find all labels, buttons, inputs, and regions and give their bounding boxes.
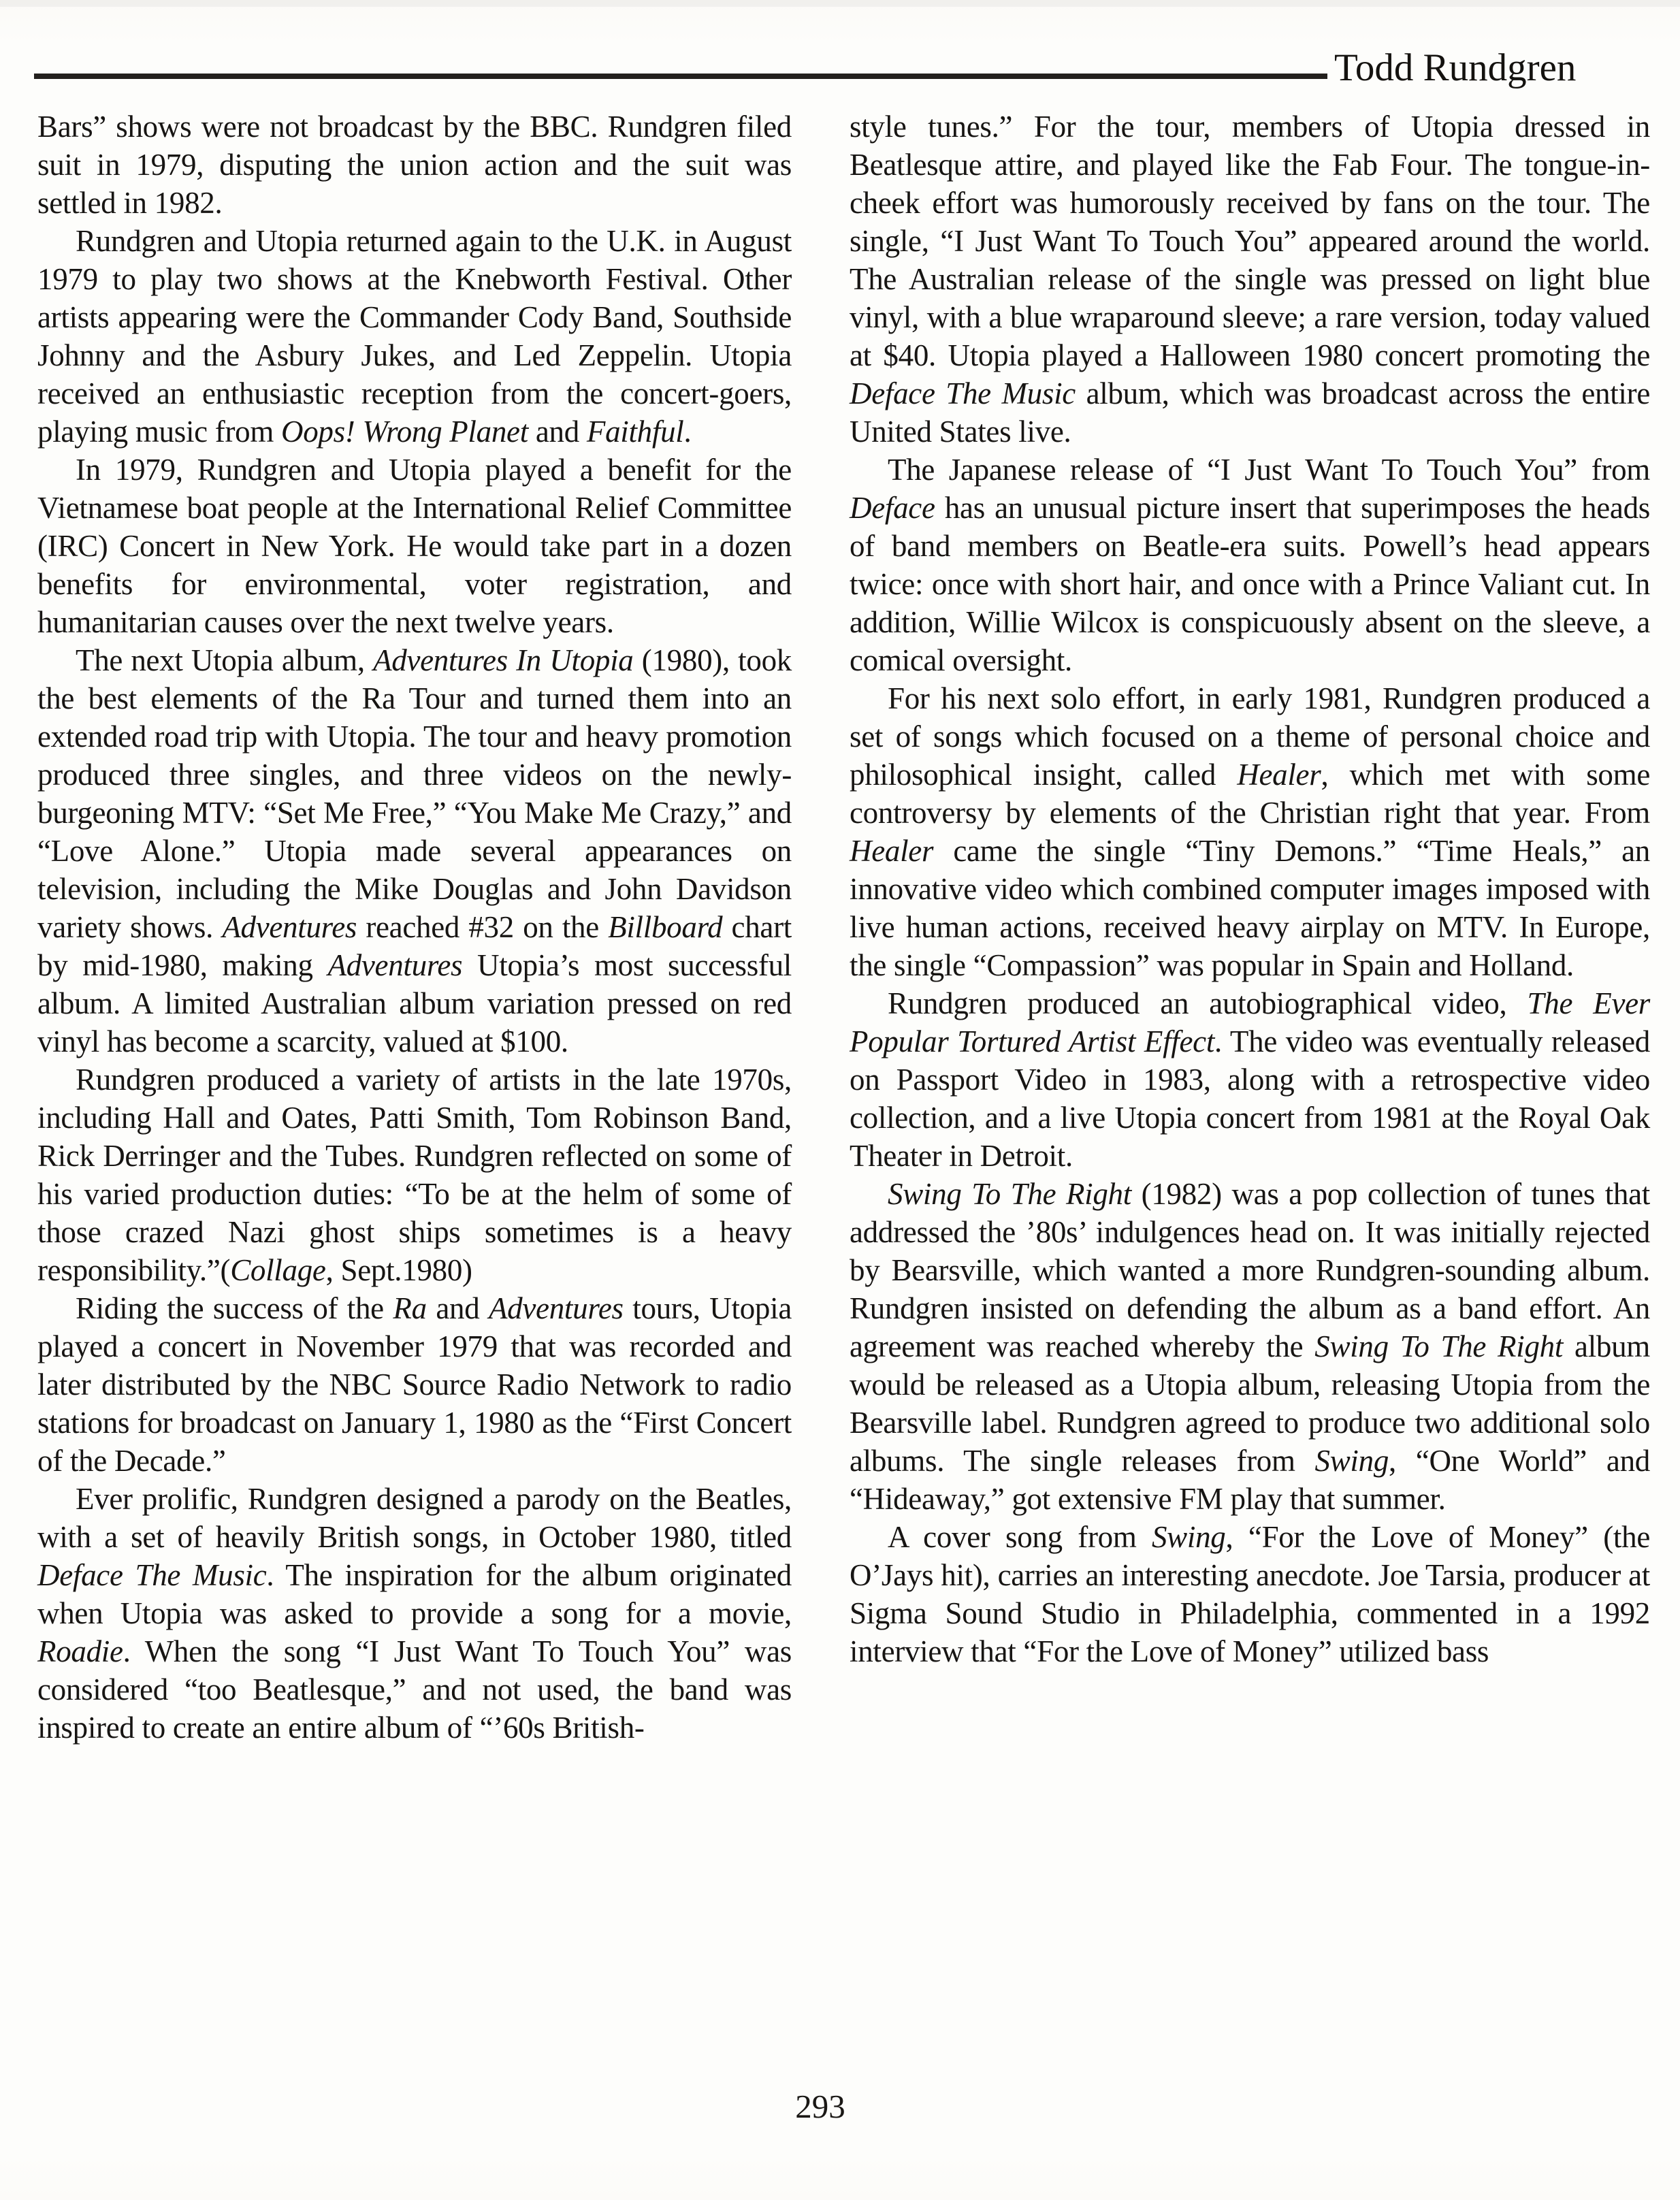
text-run: (1980), took the best elements of the Ra Tour and turned them into an extended road trip with Utopia. The tour and heavy promotion produced three singles, and three videos on the newly-burgeoning MTV: “Set Me Free,” “You Make Me Crazy,” and “Love Alone.” Utopia made several appearances on television, including the Mike Douglas and John Davidson variety shows. bbox=[37, 643, 792, 944]
text-run: For his next solo effort, in early 1981, Rundgren produced a set of songs which focused on a theme of personal choice and philosophical insight, called bbox=[850, 681, 1650, 792]
page-header-title: Todd Rundgren bbox=[1334, 46, 1577, 89]
italic-text-run: Roadie bbox=[37, 1634, 123, 1668]
text-run: Riding the success of the bbox=[76, 1291, 393, 1325]
text-run: . bbox=[683, 415, 692, 449]
italic-text-run: Faithful bbox=[586, 415, 684, 449]
text-run: album would be released as a Utopia album, releasing Utopia from the Bearsville label. Rundgren agreed to produce two additional solo albums. The single releases from bbox=[850, 1329, 1651, 1478]
text-run: came the single “Tiny Demons.” “Time Heals,” an innovative video which combined computer images imposed with live human actions, received heavy airplay on MTV. In Europe, the single “Compassion” was popular in Spain and Holland. bbox=[850, 834, 1650, 982]
text-run: and bbox=[528, 415, 587, 449]
text-run: The next Utopia album, bbox=[76, 643, 374, 677]
right-column bbox=[850, 108, 1650, 1670]
italic-text-run: Swing bbox=[1151, 1520, 1226, 1554]
text-run: Ever prolific, Rundgren designed a parody on the Beatles, with a set of heavily British songs, in October 1980, titled bbox=[37, 1482, 792, 1554]
paragraph bbox=[37, 1061, 792, 1289]
text-run: . The inspiration for the album originated when Utopia was asked to provide a song for a movie, bbox=[37, 1558, 792, 1630]
italic-text-run: Deface bbox=[850, 491, 935, 525]
text-run: , which met with some controversy by elements of the Christian right that year. From bbox=[850, 758, 1650, 830]
paragraph bbox=[37, 641, 792, 1061]
text-run: style tunes.” For the tour, members of Utopia dressed in Beatlesque attire, and played like the Fab Four. The tongue-in-cheek effort was humorously received by fans on the tour. The single, “I Just Want To Touch You” appeared around the world. The Australian release of the single was pressed on light blue vinyl, with a blue wraparound sleeve; a rare version, today valued at $40. Utopia played a Halloween 1980 concert promoting the bbox=[850, 110, 1650, 372]
italic-text-run: Adventures bbox=[488, 1291, 624, 1325]
paragraph bbox=[850, 451, 1650, 679]
text-run: , Sept.1980) bbox=[325, 1253, 472, 1287]
text-run: Rundgren and Utopia returned again to the U.K. in August 1979 to play two shows at the Knebworth Festival. Other artists appearing were the Commander Cody Band, Southside Johnny and the Asbury Jukes, and Led Zeppelin. Utopia received an enthusiastic reception from the concert-goers, playing music from bbox=[37, 224, 792, 449]
text-run: tours, Utopia played a concert in November 1979 that was recorded and later distributed by the NBC Source Radio Network to radio stations for broadcast on January 1, 1980 as the “First Concert of the Decade.” bbox=[37, 1291, 792, 1478]
text-run: reached #32 on the bbox=[357, 910, 609, 944]
italic-text-run: Oops! Wrong Planet bbox=[281, 415, 528, 449]
text-run: Bars” shows were not broadcast by the BBC. Rundgren filed suit in 1979, disputing the union action and the suit was settled in 1982. bbox=[37, 110, 792, 220]
paragraph bbox=[37, 1289, 792, 1480]
italic-text-run: Swing To The Right bbox=[1314, 1329, 1564, 1363]
italic-text-run: Adventures In Utopia bbox=[373, 643, 634, 677]
left-column bbox=[37, 108, 792, 1747]
paragraph bbox=[37, 222, 792, 451]
text-run: . The video was eventually released on Passport Video in 1983, along with a retrospective video collection, and a live Utopia concert from 1981 at the Royal Oak Theater in Detroit. bbox=[850, 1024, 1650, 1173]
text-run: A cover song from bbox=[888, 1520, 1152, 1554]
italic-text-run: Healer bbox=[1237, 758, 1321, 792]
text-run: , “One World” and “Hideaway,” got extensive FM play that summer. bbox=[850, 1444, 1650, 1516]
text-run: The Japanese release of “I Just Want To Touch You” from bbox=[888, 453, 1650, 487]
text-run: chart by mid-1980, making bbox=[37, 910, 792, 982]
text-run: (1982) was a pop collection of tunes that addressed the ’80s’ indulgences head on. It was initially rejected by Bearsville, which wanted a more Rundgren-sounding album. Rundgren insisted on defending the album as a band effort. An agreement was reached whereby the bbox=[850, 1177, 1650, 1363]
italic-text-run: Adventures bbox=[327, 948, 463, 982]
italic-text-run: Collage bbox=[230, 1253, 326, 1287]
italic-text-run: Deface The Music bbox=[850, 376, 1076, 410]
text-run: and bbox=[426, 1291, 489, 1325]
italic-text-run: Healer bbox=[850, 834, 934, 868]
text-run: Utopia’s most successful album. A limited Australian album variation pressed on red vinyl has become a scarcity, valued at $100. bbox=[37, 948, 792, 1058]
paragraph bbox=[37, 451, 792, 641]
italic-text-run: Adventures bbox=[222, 910, 357, 944]
header-rule bbox=[34, 74, 1327, 79]
text-run: Rundgren produced an autobiographical video, bbox=[888, 986, 1528, 1020]
paragraph bbox=[37, 1480, 792, 1747]
italic-text-run: Ra bbox=[393, 1291, 427, 1325]
text-run: In 1979, Rundgren and Utopia played a benefit for the Vietnamese boat people at the International Relief Committee (IRC) Concert in New York. He would take part in a dozen benefits for environmental, voter registration, and humanitarian causes over the next twelve years. bbox=[37, 453, 792, 639]
italic-text-run: Swing To The Right bbox=[888, 1177, 1131, 1211]
text-run: . When the song “I Just Want To Touch You” was considered “too Beatlesque,” and not used, the band was inspired to create an entire album of “’60s British- bbox=[37, 1634, 792, 1745]
text-run: , “For the Love of Money” (the O’Jays hit), carries an interesting anecdote. Joe Tarsia, producer at Sigma Sound Studio in Philadelphia, commented in a 1992 interview that “For the Love of Money” utilized bass bbox=[850, 1520, 1650, 1668]
italic-text-run: Billboard bbox=[608, 910, 723, 944]
paragraph bbox=[850, 1518, 1650, 1670]
page-number: 293 bbox=[795, 2088, 845, 2125]
paragraph bbox=[850, 984, 1650, 1175]
paragraph bbox=[850, 1175, 1650, 1518]
italic-text-run: Swing bbox=[1314, 1444, 1389, 1478]
italic-text-run: The Ever Popular Tortured Artist Effect bbox=[850, 986, 1651, 1058]
text-run: Rundgren produced a variety of artists in the late 1970s, including Hall and Oates, Patti Smith, Tom Robinson Band, Rick Derringer and the Tubes. Rundgren reflected on some of his varied production duties: “To be at the helm of some of those crazed Nazi ghost ships sometimes is a heavy responsibility.”( bbox=[37, 1063, 792, 1287]
scan-edge-artifact bbox=[0, 0, 1680, 7]
paragraph bbox=[850, 108, 1650, 451]
paragraph bbox=[850, 679, 1650, 984]
paragraph bbox=[37, 108, 792, 222]
text-run: album, which was broadcast across the entire United States live. bbox=[850, 376, 1650, 449]
italic-text-run: Deface The Music bbox=[37, 1558, 267, 1592]
text-run: has an unusual picture insert that superimposes the heads of band members on Beatle-era suits. Powell’s head appears twice: once with short hair, and once with a Prince Valiant cut. In addition, Willie Wilcox is conspicuously absent on the sleeve, a comical oversight. bbox=[850, 491, 1650, 677]
